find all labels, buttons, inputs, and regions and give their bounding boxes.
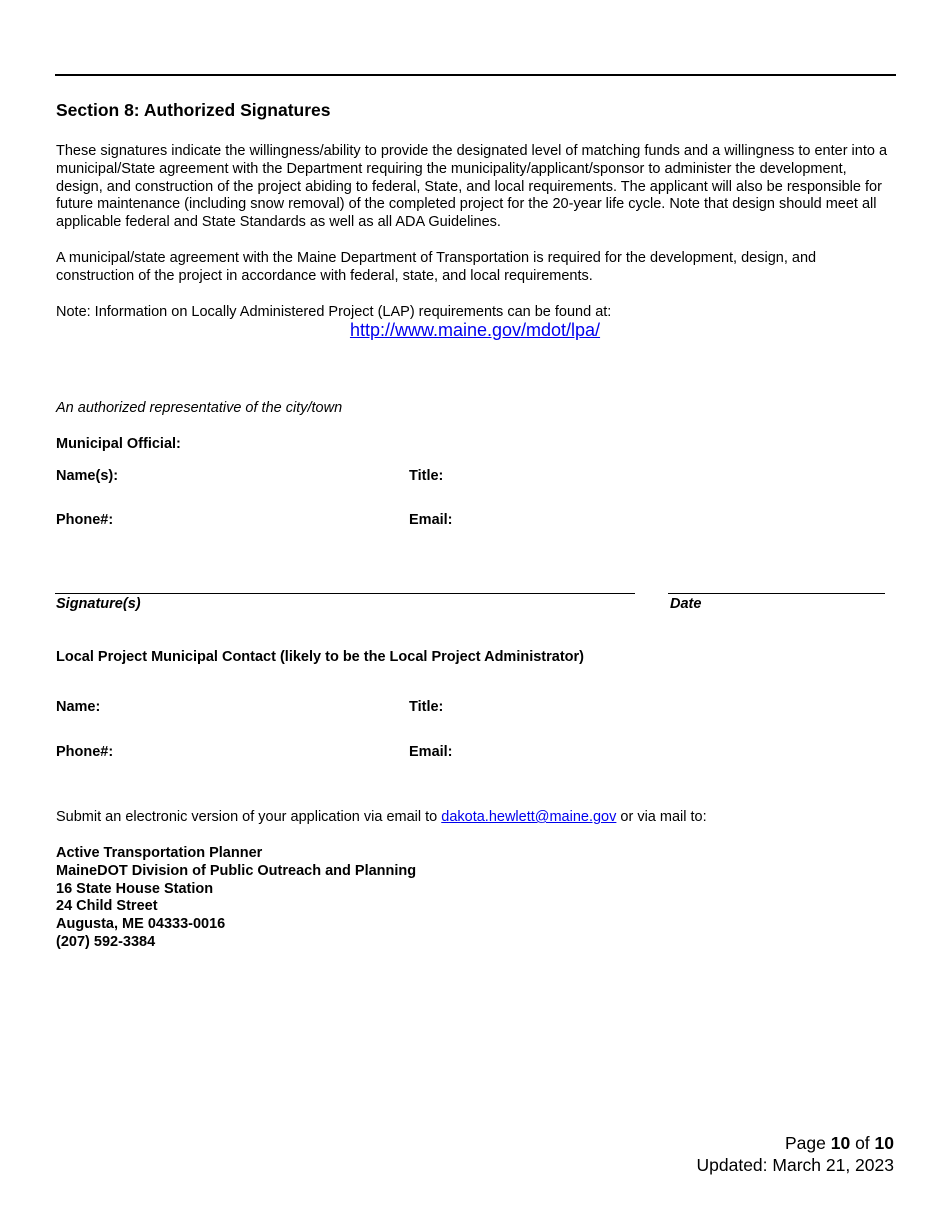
agreement-paragraph: A municipal/state agreement with the Maine Department of Transportation is required for the development, design, and construction of the project in accordance with federal, state, and local requirements. [56,250,817,284]
contact-title-label: Title: [409,699,444,715]
lap-note: Note: Information on Locally Administered Project (LAP) requirements can be found at: [56,304,612,320]
official-title-label: Title: [409,468,444,484]
address-line: Augusta, ME 04333-0016 [56,916,226,933]
official-phone-label: Phone#: [56,512,114,528]
updated-date: Updated: March 21, 2023 [696,1155,894,1175]
signature-line[interactable] [55,593,635,594]
contact-email-label: Email: [409,744,453,760]
submit-text-before: Submit an electronic version of your application via email to [56,809,442,825]
address-line: MaineDOT Division of Public Outreach and Planning [56,862,417,879]
submit-instructions [56,809,707,825]
lap-link-container [0,320,950,341]
contact-heading: Local Project Municipal Contact (likely to be the Local Project Administrator) [56,649,584,665]
contact-phone-label: Phone#: [56,744,114,760]
page-footer [697,1132,895,1176]
submit-email-link[interactable]: dakota.hewlett@maine.gov [441,809,617,825]
signatures-paragraph: These signatures indicate the willingness/ability to provide the designated level of matching funds and a willingness to enter into a municipal/State agreement with the Department requiring the municipality/applicant/sponsor to administer the development, design, and construction of the project abiding to federal, State, and local requirements. The applicant will also be responsible for future maintenance (including snow removal) of the completed project for the 20-year life cycle. Note that design should meet all applicable federal and State Standards as well as all ADA Guidelines. [56,143,888,231]
address-line: Active Transportation Planner [56,845,263,861]
municipal-official-heading: Municipal Official: [56,436,181,452]
header-rule [55,74,896,76]
mailing-address [56,845,416,952]
address-line: 24 Child Street [56,898,158,915]
contact-name-label: Name: [56,699,101,715]
submit-text-after: or via mail to: [616,809,707,825]
representative-caption: An authorized representative of the city/town [56,400,343,416]
official-names-label: Name(s): [56,468,119,484]
date-label: Date [670,596,702,612]
official-email-label: Email: [409,512,453,528]
section-title: Section 8: Authorized Signatures [56,100,331,120]
address-line: 16 State House Station [56,880,214,897]
date-line[interactable] [668,593,885,594]
signature-label: Signature(s) [56,596,141,612]
lap-link[interactable]: http://www.maine.gov/mdot/lpa/ [349,320,601,340]
page-number: Page 10 of 10 [785,1133,894,1153]
address-line: (207) 592-3384 [56,933,156,950]
